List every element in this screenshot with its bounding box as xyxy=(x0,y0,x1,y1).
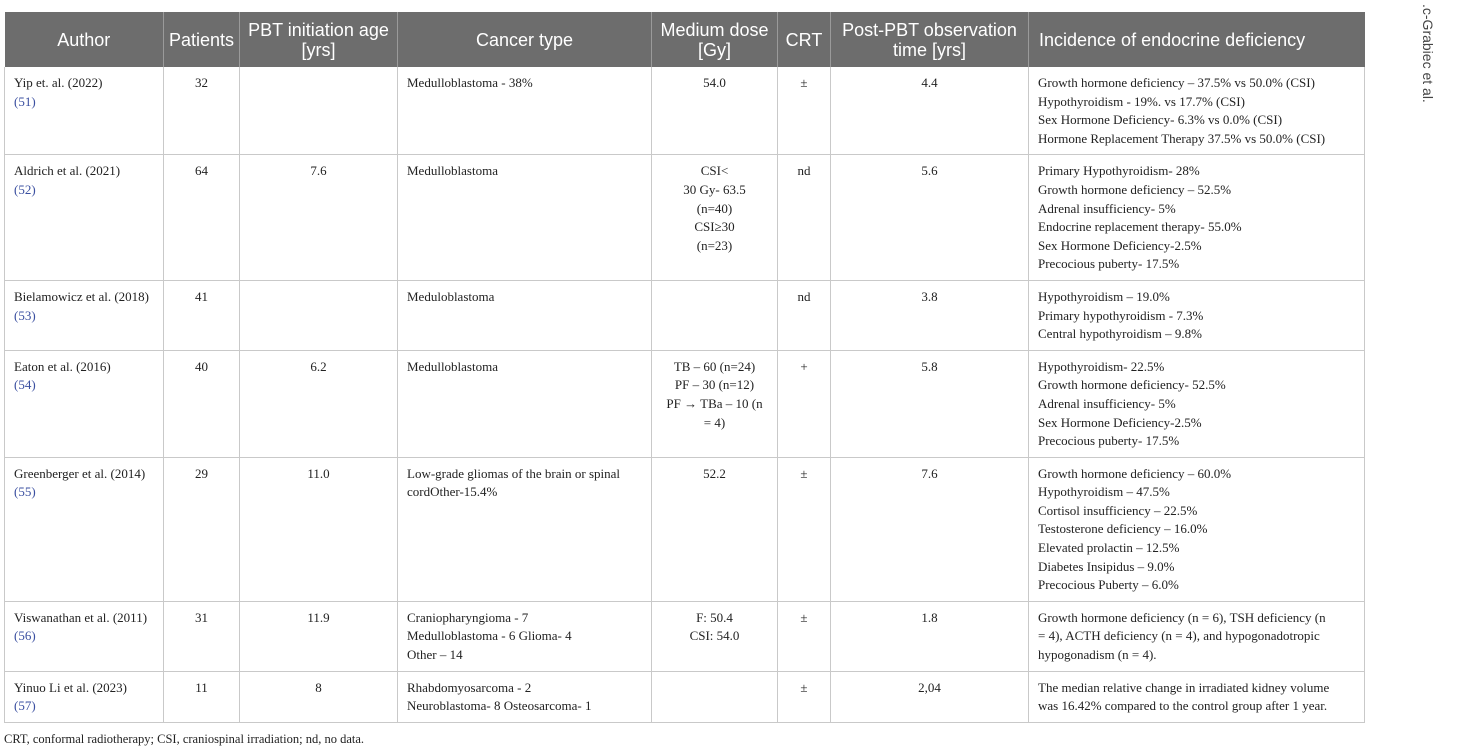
header-patients: Patients xyxy=(164,12,240,67)
incidence-line: Testosterone deficiency – 16.0% xyxy=(1038,521,1208,537)
incidence-line: Precocious puberty- 17.5% xyxy=(1038,256,1180,272)
cell-observation: 3.8 xyxy=(831,280,1029,350)
cell-incidence xyxy=(1029,601,1365,671)
cell-cancer-type xyxy=(398,671,652,722)
cell-cancer-type xyxy=(398,280,652,350)
author-name: Eaton et al. (2016) xyxy=(14,358,111,374)
incidence-line: = 4), ACTH deficiency (n = 4), and hypogonadotropic xyxy=(1038,628,1320,644)
incidence-line: Hormone Replacement Therapy 37.5% vs 50.0% (CSI) xyxy=(1038,130,1326,146)
incidence-line: was 16.42% compared to the control group after 1 year. xyxy=(1038,698,1328,714)
cell-observation: 5.8 xyxy=(831,350,1029,457)
cell-crt: ± xyxy=(778,67,831,155)
cell-crt: nd xyxy=(778,280,831,350)
cell-author xyxy=(5,601,164,671)
dose-line: 54.0 xyxy=(703,75,726,90)
cell-observation: 5.6 xyxy=(831,155,1029,281)
cell-observation: 2,04 xyxy=(831,671,1029,722)
incidence-line: Cortisol insufficiency – 22.5% xyxy=(1038,502,1198,518)
cell-crt: ± xyxy=(778,601,831,671)
table-row xyxy=(5,280,1365,350)
cell-crt: nd xyxy=(778,155,831,281)
cell-observation: 1.8 xyxy=(831,601,1029,671)
cell-crt: + xyxy=(778,350,831,457)
incidence-line: Sex Hormone Deficiency-2.5% xyxy=(1038,414,1202,430)
incidence-line: Hypothyroidism- 22.5% xyxy=(1038,358,1165,374)
cancer-line: Medulloblastoma - 38% xyxy=(407,75,533,90)
incidence-line: Primary Hypothyroidism- 28% xyxy=(1038,163,1200,179)
cell-incidence xyxy=(1029,350,1365,457)
cell-patients: 64 xyxy=(164,155,240,281)
reference-link[interactable]: (56) xyxy=(14,628,36,644)
header-incidence: Incidence of endocrine deficiency xyxy=(1029,12,1365,67)
cell-cancer-type xyxy=(398,155,652,281)
running-header-text: .c-Grabiec et al. xyxy=(1420,4,1436,103)
cell-cancer-type xyxy=(398,350,652,457)
dose-line: CSI: 54.0 xyxy=(689,628,740,644)
table-row xyxy=(5,67,1365,155)
cell-age xyxy=(240,280,398,350)
cell-age: 11.0 xyxy=(240,457,398,601)
cell-age: 8 xyxy=(240,671,398,722)
cell-author xyxy=(5,350,164,457)
header-dose: Medium dose [Gy] xyxy=(652,12,778,67)
cell-incidence xyxy=(1029,671,1365,722)
cell-cancer-type xyxy=(398,67,652,155)
cell-dose xyxy=(652,601,778,671)
cell-age: 11.9 xyxy=(240,601,398,671)
cell-incidence xyxy=(1029,280,1365,350)
cancer-line: Medulloblastoma xyxy=(407,163,498,179)
cell-dose xyxy=(652,67,778,155)
cell-observation: 4.4 xyxy=(831,67,1029,155)
cell-crt: ± xyxy=(778,457,831,601)
cell-age: 6.2 xyxy=(240,350,398,457)
cell-age xyxy=(240,67,398,155)
cell-patients: 29 xyxy=(164,457,240,601)
cell-dose xyxy=(652,280,778,350)
incidence-line: Central hypothyroidism – 9.8% xyxy=(1038,326,1202,342)
header-cancer-type: Cancer type xyxy=(398,12,652,67)
incidence-line: Hypothyroidism – 19.0% xyxy=(1038,288,1170,304)
dose-line: F: 50.4 xyxy=(696,609,733,625)
cancer-line: Neuroblastoma- 8 Osteosarcoma- 1 xyxy=(407,698,592,714)
reference-link[interactable]: (54) xyxy=(14,377,36,393)
cancer-line: Low-grade gliomas of the brain or spinal xyxy=(407,465,620,481)
table-row xyxy=(5,155,1365,281)
author-name: Yinuo Li et al. (2023) xyxy=(14,679,128,695)
incidence-line: Precocious puberty- 17.5% xyxy=(1038,433,1180,449)
incidence-line: Growth hormone deficiency (n = 6), TSH deficiency (n xyxy=(1038,609,1326,625)
cell-author xyxy=(5,280,164,350)
cell-dose xyxy=(652,155,778,281)
incidence-line: The median relative change in irradiated kidney volume xyxy=(1038,679,1330,695)
incidence-line: Endocrine replacement therapy- 55.0% xyxy=(1038,219,1242,235)
reference-link[interactable]: (55) xyxy=(14,484,36,500)
cancer-line: Rhabdomyosarcoma - 2 xyxy=(407,679,532,695)
header-crt: CRT xyxy=(778,12,831,67)
incidence-line: Diabetes Insipidus – 9.0% xyxy=(1038,558,1175,574)
cell-incidence xyxy=(1029,67,1365,155)
cell-patients: 40 xyxy=(164,350,240,457)
dose-line: CSI≥30 xyxy=(694,219,735,235)
cancer-line: Other – 14 xyxy=(407,647,463,663)
cell-incidence xyxy=(1029,457,1365,601)
cancer-line: Medulloblastoma - 6 Glioma- 4 xyxy=(407,628,572,644)
cancer-line: Meduloblastoma xyxy=(407,288,495,304)
author-name: Bielamowicz et al. (2018) xyxy=(14,288,150,304)
dose-line: PF – 30 (n=12) xyxy=(674,377,755,393)
incidence-line: Sex Hormone Deficiency- 6.3% vs 0.0% (CSI) xyxy=(1038,112,1283,128)
author-name: Greenberger et al. (2014) xyxy=(14,465,146,481)
header-age: PBT initiation age [yrs] xyxy=(240,12,398,67)
table-header-row xyxy=(5,12,1365,67)
dose-line: = 4) xyxy=(703,414,726,430)
reference-link[interactable]: (57) xyxy=(14,698,36,714)
dose-line: 30 Gy- 63.5 xyxy=(683,181,746,197)
endocrine-deficiency-table xyxy=(4,12,1365,723)
dose-line: (n=40) xyxy=(696,200,733,216)
table-footnote: CRT, conformal radiotherapy; CSI, craniospinal irradiation; nd, no data. xyxy=(4,732,365,746)
cell-author xyxy=(5,457,164,601)
author-name: Yip et. al. (2022) xyxy=(14,75,103,90)
cell-dose xyxy=(652,457,778,601)
incidence-line: Adrenal insufficiency- 5% xyxy=(1038,395,1176,411)
table-row xyxy=(5,601,1365,671)
incidence-line: Sex Hormone Deficiency-2.5% xyxy=(1038,237,1202,253)
incidence-line: Growth hormone deficiency – 60.0% xyxy=(1038,465,1232,481)
cell-crt: ± xyxy=(778,671,831,722)
cell-cancer-type xyxy=(398,457,652,601)
cell-author xyxy=(5,67,164,155)
incidence-line: Precocious Puberty – 6.0% xyxy=(1038,577,1179,593)
dose-line: PF → TBa – 10 (n xyxy=(666,395,763,411)
cell-patients: 31 xyxy=(164,601,240,671)
cell-author xyxy=(5,671,164,722)
cancer-line: Medulloblastoma xyxy=(407,358,498,374)
cell-incidence xyxy=(1029,155,1365,281)
cell-dose xyxy=(652,671,778,722)
cell-cancer-type xyxy=(398,601,652,671)
reference-link[interactable]: (52) xyxy=(14,181,36,197)
dose-line: CSI< xyxy=(700,163,729,179)
running-header xyxy=(1420,0,1460,130)
incidence-line: hypogonadism (n = 4). xyxy=(1038,647,1157,663)
cell-author xyxy=(5,155,164,281)
incidence-line: Elevated prolactin – 12.5% xyxy=(1038,540,1180,556)
cell-dose xyxy=(652,350,778,457)
incidence-line: Hypothyroidism - 19%. vs 17.7% (CSI) xyxy=(1038,93,1245,109)
cell-observation: 7.6 xyxy=(831,457,1029,601)
cell-patients: 41 xyxy=(164,280,240,350)
header-author: Author xyxy=(5,12,164,67)
table-body xyxy=(5,67,1365,722)
author-name: Viswanathan et al. (2011) xyxy=(14,609,148,625)
incidence-line: Growth hormone deficiency- 52.5% xyxy=(1038,377,1226,393)
cancer-line: Craniopharyngioma - 7 xyxy=(407,609,529,625)
table-row xyxy=(5,350,1365,457)
incidence-line: Primary hypothyroidism - 7.3% xyxy=(1038,307,1204,323)
cell-patients: 32 xyxy=(164,67,240,155)
incidence-line: Growth hormone deficiency – 37.5% vs 50.0% (CSI) xyxy=(1038,75,1315,90)
cell-age: 7.6 xyxy=(240,155,398,281)
cell-patients: 11 xyxy=(164,671,240,722)
incidence-line: Adrenal insufficiency- 5% xyxy=(1038,200,1176,216)
reference-link[interactable]: (51) xyxy=(14,93,36,109)
incidence-line: Growth hormone deficiency – 52.5% xyxy=(1038,181,1232,197)
reference-link[interactable]: (53) xyxy=(14,307,36,323)
table-row xyxy=(5,671,1365,722)
dose-line: (n=23) xyxy=(696,237,733,253)
incidence-line: Hypothyroidism – 47.5% xyxy=(1038,484,1170,500)
cancer-line: cordOther-15.4% xyxy=(407,484,498,500)
header-observation: Post-PBT observation time [yrs] xyxy=(831,12,1029,67)
dose-line: 52.2 xyxy=(703,465,726,481)
author-name: Aldrich et al. (2021) xyxy=(14,163,121,179)
dose-line: TB – 60 (n=24) xyxy=(673,358,756,374)
table-row xyxy=(5,457,1365,601)
